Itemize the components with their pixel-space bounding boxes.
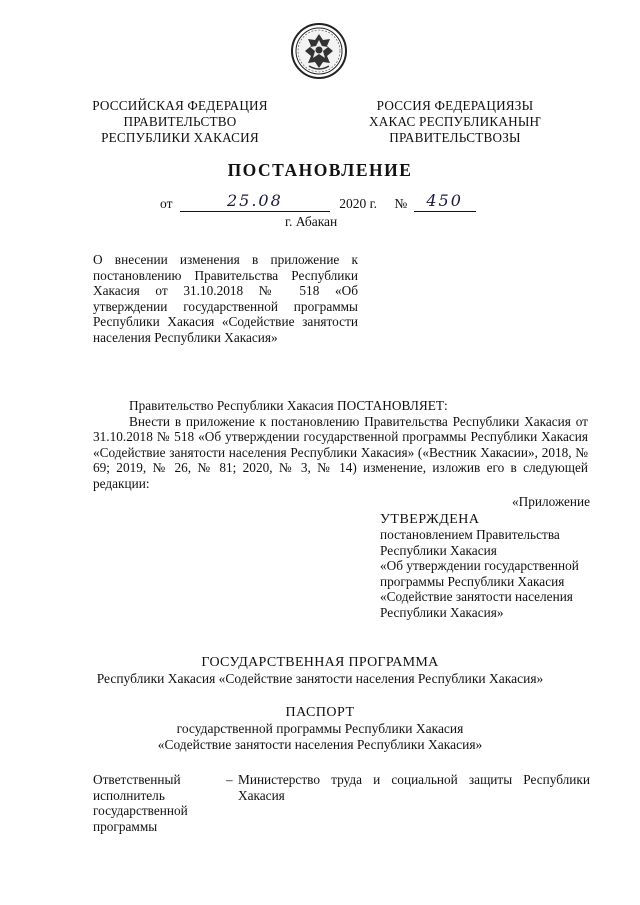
- handwritten-number: 450: [426, 191, 463, 210]
- year-text: 2020 г.: [339, 196, 377, 211]
- header-left-line: РЕСПУБЛИКИ ХАКАСИЯ: [101, 130, 259, 145]
- document-title: ПОСТАНОВЛЕНИЕ: [227, 160, 413, 180]
- passport-subtitle-line: государственной программы Республики Хакасия: [176, 721, 464, 736]
- header-left: [70, 98, 290, 146]
- city: г. Абакан: [285, 214, 338, 229]
- passport-subtitle-line: «Содействие занятости населения Республики Хакасия»: [157, 737, 483, 752]
- appendix-label: «Приложение: [511, 494, 590, 509]
- header-right: [345, 98, 565, 146]
- approved-label: УТВЕРЖДЕНА: [380, 511, 480, 527]
- approval-line: «Об утверждении государственной: [380, 558, 579, 573]
- header-right-line: РОССИЯ ФЕДЕРАЦИЯЗЫ: [376, 98, 534, 113]
- handwritten-date: 25.08: [226, 191, 283, 210]
- resolution-paragraph: [93, 398, 588, 492]
- date-from-label: от: [160, 196, 173, 211]
- document-subject: О внесении изменения в приложение к постановлению Правительства Республики Хакасия от 31.10.2018 № 518 «Об утверждении государственной программы Республики Хакасия «Содействие занятости населения Республики Хакасия»: [93, 252, 358, 345]
- header-left-line: РОССИЙСКАЯ ФЕДЕРАЦИЯ: [92, 98, 268, 113]
- date-field: [180, 191, 330, 212]
- approval-line: программы Республики Хакасия: [380, 573, 565, 589]
- approval-line: «Содействие занятости населения: [380, 589, 573, 604]
- passport-row-label: Ответственный исполнитель государственной программы: [93, 772, 188, 834]
- resolution-body: Внести в приложение к постановлению Правительства Республики Хакасия от 31.10.2018 № 518 «Об утверждении государственной программы Республики Хакасия «Содействие занятости населения Республики Хакасия» («Вестник Хакасии», 2018, № 69; 2019, № 26, № 81; 2020, № 3, № 14) изменение, изложив его в следующей редакции:: [93, 413, 588, 491]
- appendix-approval-block: [380, 494, 590, 620]
- number-field: [414, 191, 476, 212]
- passport-row-dash: –: [226, 772, 233, 787]
- program-subtitle: Республики Хакасия «Содействие занятости населения Республики Хакасия»: [96, 671, 544, 686]
- header-right-line: ПРАВИТЕЛЬСТВОЗЫ: [389, 130, 521, 145]
- program-title: ГОСУДАРСТВЕННАЯ ПРОГРАММА: [201, 655, 439, 670]
- header-left-line: ПРАВИТЕЛЬСТВО: [123, 114, 237, 129]
- approval-line: Республики Хакасия: [380, 542, 497, 558]
- number-label: №: [394, 196, 408, 211]
- passport-title: ПАСПОРТ: [285, 705, 355, 720]
- coat-of-arms-emblem: [290, 22, 348, 80]
- approval-line: Республики Хакасия»: [380, 604, 504, 620]
- passport-row-value: Министерство труда и социальной защиты Республики Хакасия: [238, 772, 590, 803]
- resolution-intro: Правительство Республики Хакасия ПОСТАНОВЛЯЕТ:: [129, 398, 448, 413]
- date-number-line: [160, 191, 476, 212]
- approval-line: постановлением Правительства: [380, 527, 560, 542]
- header-right-line: ХАКАС РЕСПУБЛИКАНЫҤ: [369, 114, 541, 129]
